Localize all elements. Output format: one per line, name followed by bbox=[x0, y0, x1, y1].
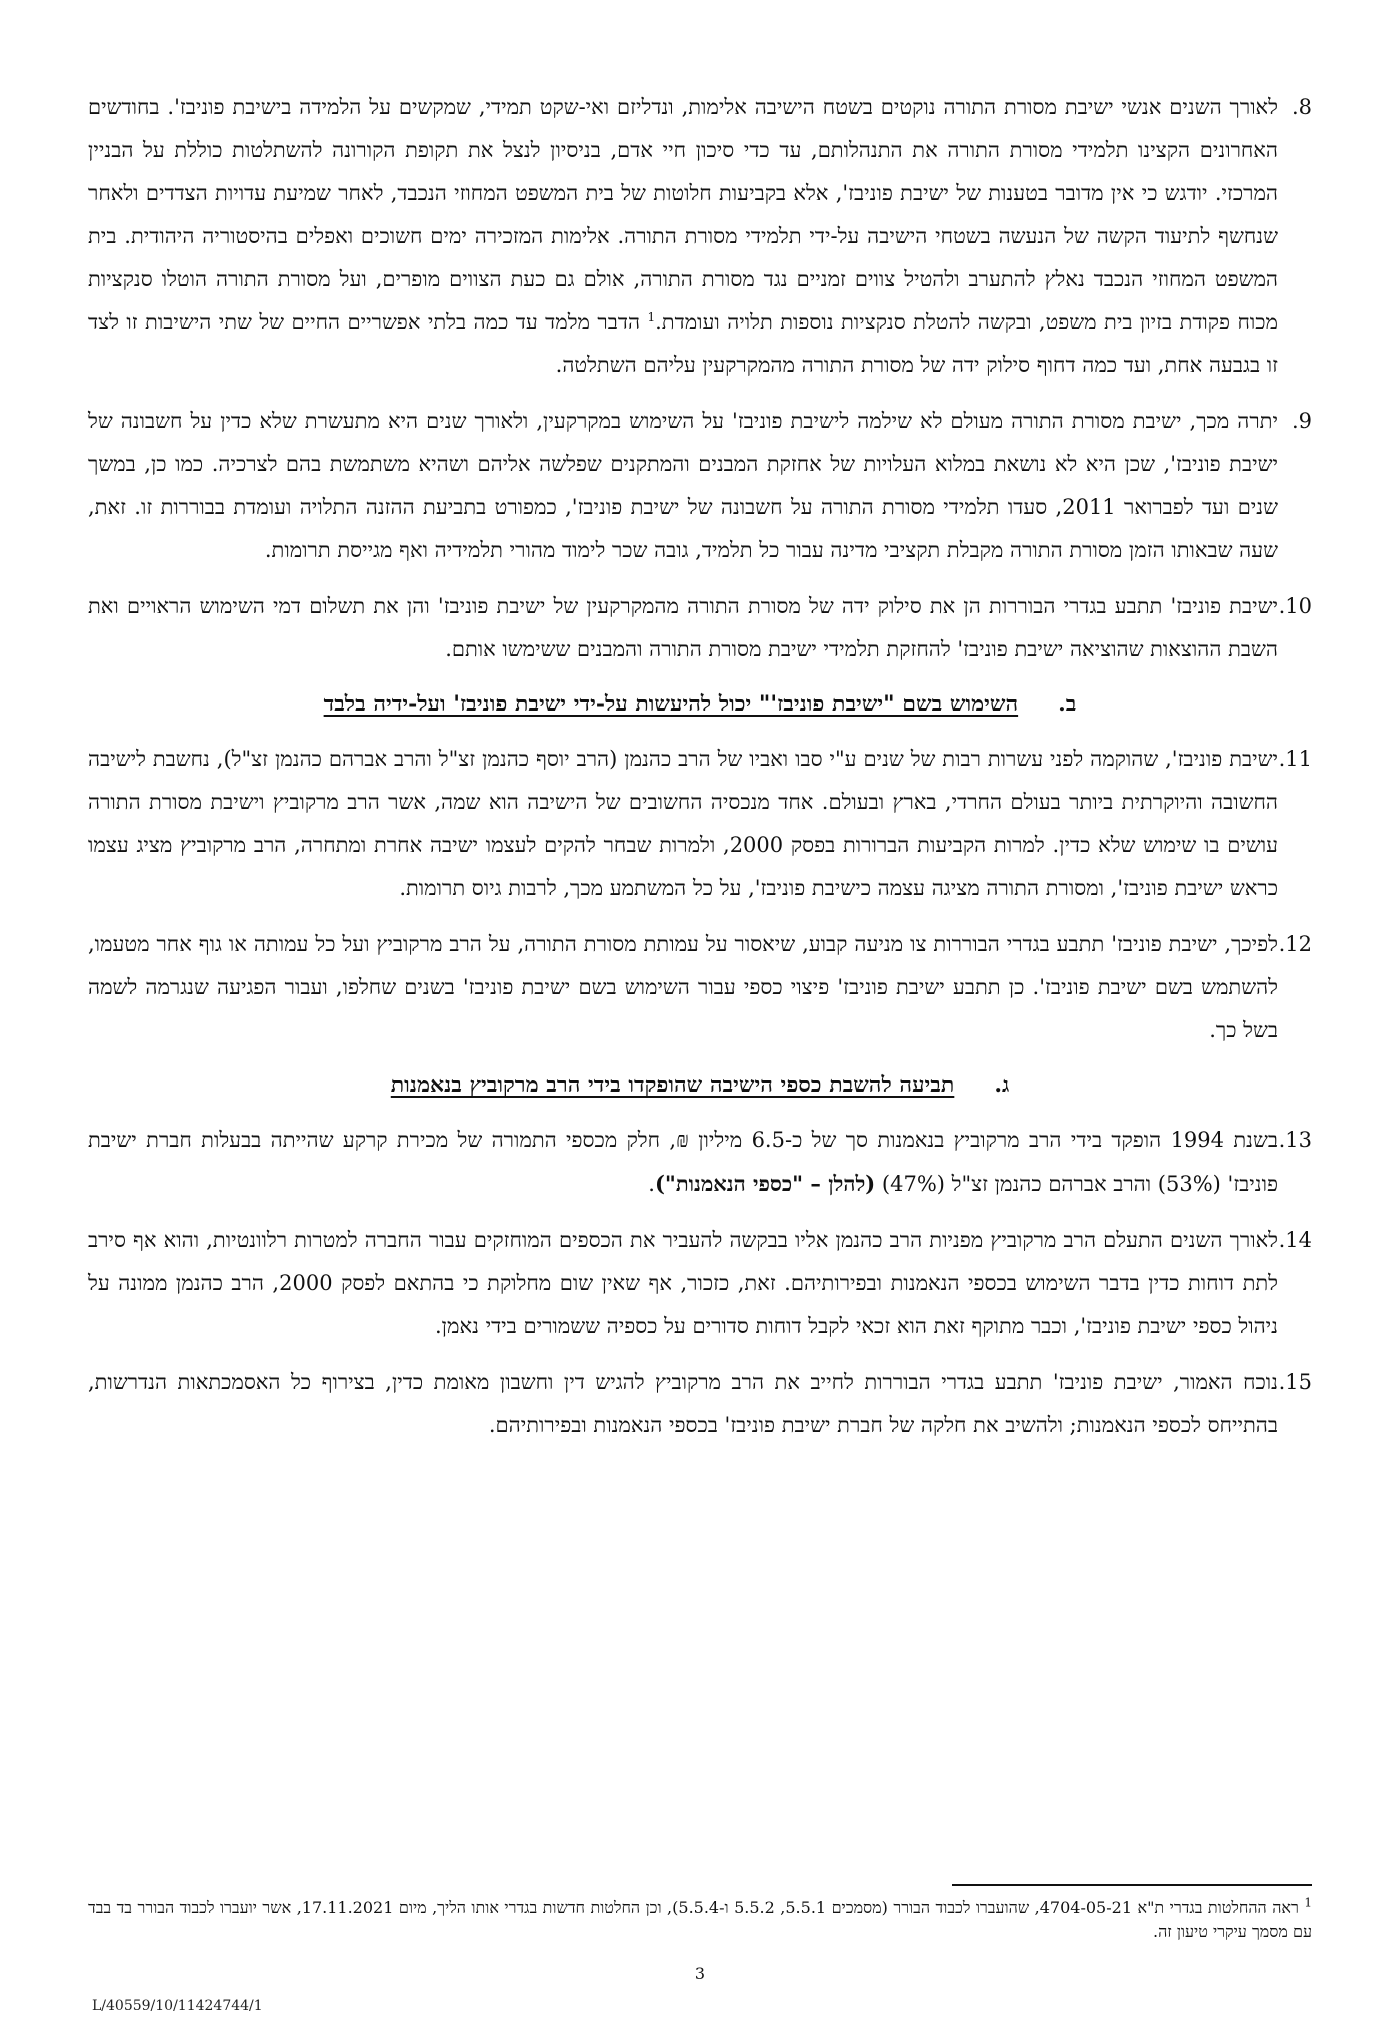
paragraph-text: לאורך השנים התעלם הרב מרקוביץ מפניות הרב כהנמן אליו בבקשה להעביר את הכספים המוחזקים עבור החברה למטרות רלוונטיות, והוא אף סירב לתת דוחות כדין בדבר השימוש בכספי הנאמנות ובפירותיהם. זאת, כזכור, אף שאין שום מחלוקת כי בהתאם לפסק 2000, הרב כהנמן ממונה על ניהול כספי ישיבת פוניבז', וכבר מתוקף זאת הוא זכאי לקבל דוחות סדורים על כספיה ששמורים בידי נאמן. bbox=[88, 1228, 1279, 1338]
section-letter: ב. bbox=[1058, 691, 1077, 717]
section-heading-b bbox=[88, 684, 1312, 724]
section-title: השימוש בשם "ישיבת פוניבז'" יכול להיעשות על-ידי ישיבת פוניבז' ועל-ידיה בלבד bbox=[323, 691, 1019, 717]
paragraph-15 bbox=[88, 1361, 1312, 1447]
page-number: 3 bbox=[694, 1964, 706, 1983]
defined-term: (להלן – "כספי הנאמנות") bbox=[654, 1171, 876, 1196]
paragraph-number: 8. bbox=[1291, 95, 1312, 119]
paragraph-12 bbox=[88, 923, 1312, 1052]
paragraph-14 bbox=[88, 1219, 1312, 1348]
paragraph-text: לאורך השנים אנשי ישיבת מסורת התורה נוקטים בשטח הישיבה אלימות, ונדליזם ואי-שקט תמידי, שמקשים על הלמידה בישיבת פוניבז'. בחודשים האחרונים הקצינו תלמידי מסורת התורה את התנהלותם, עד כדי סיכון חיי אדם, בניסיון לנצל את תקופת הקורונה להשתלטות כוללת על הבניין המרכזי. יודגש כי אין מדובר בטענות של ישיבת פוניבז', אלא בקביעות חלוטות של בית המשפט המחוזי הנכבד, לאחר שמיעת עדויות הצדדים ולאחר שנחשף לתיעוד הקשה של הנעשה בשטחי הישיבה על-ידי תלמידי מסורת התורה. אלימות המזכירה ימים חשוכים ואפלים בהיסטוריה היהודית. בית המשפט המחוזי הנכבד נאלץ להתערב ולהטיל צווים זמניים נגד מסורת התורה, אולם גם כעת הצווים מופרים, ועל מסורת התורה הוטלו סנקציות מכוח פקודת בזיון בית משפט, ובקשה להטלת סנקציות נוספות תלויה ועומדת.$^1$ הדבר מלמד עד כמה בלתי אפשריים החיים של שתי הישיבות זו לצד זו בגבעה אחת, ועד כמה דחוף סילוק ידה של מסורת התורה מהמקרקעין עליהם השתלטה. bbox=[88, 95, 1278, 377]
footnote-marker: 1 bbox=[1304, 1895, 1313, 1910]
paragraph-text: לפיכך, ישיבת פוניבז' תתבע בגדרי הבוררות צו מניעה קבוע, שיאסור על עמותת מסורת התורה, על הרב מרקוביץ ועל כל עמותה או גוף אחר מטעמו, להשתמש בשם ישיבת פוניבז'. כן תתבע ישיבת פוניבז' פיצוי כספי עבור השימוש בשם ישיבת פוניבז' בשנים שחלפו, ועבור הפגיעה שנגרמה לשמה בשל כך. bbox=[88, 932, 1278, 1042]
section-letter: ג. bbox=[994, 1072, 1010, 1098]
paragraph-text: נוכח האמור, ישיבת פוניבז' תתבע בגדרי הבוררות לחייב את הרב מרקוביץ להגיש דין וחשבון מאומת כדין, בצירוף כל האסמכתאות הנדרשות, בהתייחס לכספי הנאמנות; ולהשיב את חלקה של חברת ישיבת פוניבז' בכספי הנאמנות ובפירותיהם. bbox=[88, 1370, 1278, 1437]
paragraph-text: בשנת 1994 הופקד בידי הרב מרקוביץ בנאמנות סך של כ-6.5 מיליון ₪, חלק מכספי התמורה של מכירת קרקע שהייתה בבעלות חברת ישיבת פוניבז' (53%) והרב אברהם כהנמן זצ"ל (47%) (להלן – "כספי הנאמנות"). bbox=[88, 1128, 1278, 1196]
paragraph-number: 15. bbox=[1278, 1370, 1312, 1394]
section-heading-g bbox=[88, 1065, 1312, 1105]
paragraph-10 bbox=[88, 585, 1312, 671]
footnote-text: ראה ההחלטות בגדרי ת"א 4704-05-21, שהועברו לכבוד הבורר (מסמכים 5.5.1, 5.5.2 ו-5.5.4), וכן החלטות חדשות בגדרי אותו הליך, מיום 17.11.2021, אשר יועברו לכבוד הבורר בד בבד עם מסמך עיקרי טיעון זה. bbox=[88, 1898, 1312, 1941]
document-code: L/40559/10/11424744/1 bbox=[92, 1998, 263, 2014]
paragraph-9 bbox=[88, 400, 1312, 572]
paragraph-text: ישיבת פוניבז', שהוקמה לפני עשרות רבות של שנים ע"י סבו ואביו של הרב כהנמן (הרב יוסף כהנמן זצ"ל והרב אברהם כהנמן זצ"ל), נחשבת לישיבה החשובה והיוקרתית ביותר בעולם החרדי, בארץ ובעולם. אחד מנכסיה החשובים של הישיבה הוא שמה, אשר הרב מרקוביץ וישיבת מסורת התורה עושים בו שימוש שלא כדין. למרות הקביעות הברורות בפסק 2000, ולמרות שבחר להקים לעצמו ישיבה אחרת ומתחרה, הרב מרקוביץ מציג עצמו כראש ישיבת פוניבז', ומסורת התורה מציגה עצמה כישיבת פוניבז', על כל המשתמע מכך, לרבות גיוס תרומות. bbox=[88, 747, 1279, 900]
paragraph-number: 12. bbox=[1278, 932, 1312, 956]
paragraph-number: 10. bbox=[1278, 594, 1312, 618]
footnote-1 bbox=[88, 1896, 1312, 1944]
paragraph-number: 9. bbox=[1291, 409, 1312, 433]
paragraph-number: 14. bbox=[1278, 1228, 1312, 1252]
paragraph-13 bbox=[88, 1119, 1312, 1206]
footnote-area bbox=[88, 1884, 1312, 1944]
section-title: תביעה להשבת כספי הישיבה שהופקדו בידי הרב מרקוביץ בנאמנות bbox=[390, 1072, 955, 1098]
paragraph-8 bbox=[88, 86, 1312, 387]
paragraph-number: 13. bbox=[1278, 1128, 1312, 1152]
paragraph-11 bbox=[88, 738, 1312, 910]
paragraph-text: יתרה מכך, ישיבת מסורת התורה מעולם לא שילמה לישיבת פוניבז' על השימוש במקרקעין, ולאורך שנים היא מתעשרת שלא כדין על חשבונה של ישיבת פוניבז', שכן היא לא נושאת במלוא העלויות של אחזקת המבנים והמתקנים שפלשה אליהם ושהיא משתמשת בהם לצרכיה. כמו כן, במשך שנים ועד לפברואר 2011, סעדו תלמידי מסורת התורה על חשבונה של ישיבת פוניבז', כמפורט בתביעת ההזנה התלויה ועומדת בבוררות זו. זאת, שעה שבאותו הזמן מסורת התורה מקבלת תקציבי מדינה עבור כל תלמיד, גובה שכר לימוד מהורי תלמידיה ואף מגייסת תרומות. bbox=[88, 409, 1278, 562]
footnote-divider bbox=[952, 1884, 1312, 1886]
paragraph-number: 11. bbox=[1278, 747, 1312, 771]
footnote-reference[interactable]: 1 bbox=[647, 310, 656, 324]
paragraph-text: ישיבת פוניבז' תתבע בגדרי הבוררות הן את סילוק ידה של מסורת התורה מהמקרקעין של ישיבת פוניבז' והן את תשלום דמי השימוש הראויים ואת השבת ההוצאות שהוציאה ישיבת פוניבז' להחזקת תלמידי ישיבת מסורת התורה והמבנים ששימשו אותם. bbox=[88, 594, 1278, 661]
